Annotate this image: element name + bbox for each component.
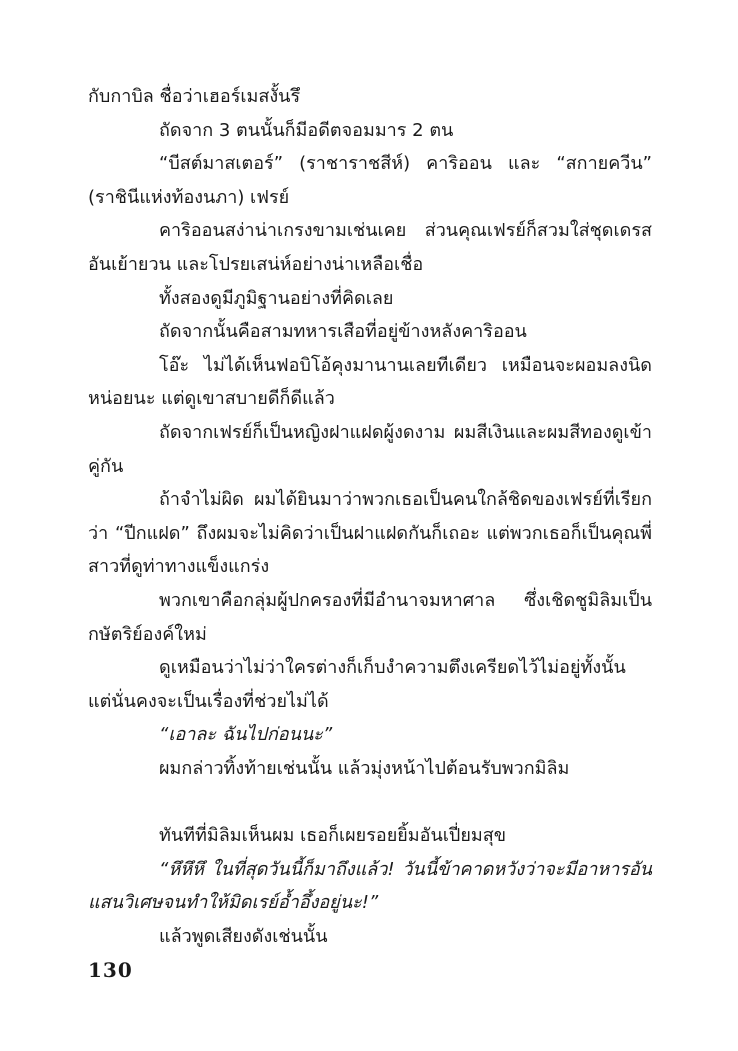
paragraph-8: ถัดจากเฟรย์ก็เป็นหญิงฝาแฝดผู้งดงาม ผมสีเงินและผมสีทองดูเข้าคู่กัน (88, 421, 652, 477)
dialogue-1: “เอาละ ฉันไปก่อนนะ” (159, 724, 333, 746)
page-number: 130 (88, 958, 133, 982)
paragraph-13: ทันทีที่มิลิมเห็นผม เธอก็เผยรอยยิ้มอันเปี่ยมสุข (159, 825, 507, 847)
paragraph-9: ถ้าจำไม่ผิด ผมได้ยินมาว่าพวกเธอเป็นคนใกล้ชิดของเฟรย์ที่เรียกว่า “ปีกแฝด” ถึงผมจะไม่คิดว่าเป็นฝาแฝดกันก็เถอะ แต่พวกเธอก็เป็นคุณพี่สาวที่ดูท่าทางแข็งแกร่ง (88, 489, 652, 578)
paragraph-11: ดูเหมือนว่าไม่ว่าใครต่างก็เก็บงำความตึงเครียดไว้ไม่อยู่ทั้งนั้น แต่นั่นคงจะเป็นเรื่องที่ช่วยไม่ได้ (88, 657, 626, 712)
paragraph-7: โอ๊ะ ไม่ได้เห็นฟอบิโอ้คุงมานานเลยทีเดียว เหมือนจะผอมลงนิดหน่อยนะ แต่ดูเขาสบายดีก็ดีแล้ว (88, 354, 652, 410)
paragraph-5: ทั้งสองดูมีภูมิฐานอย่างที่คิดเลย (159, 287, 394, 309)
paragraph-3: “บีสต์มาสเตอร์” (ราชาราชสีห์) คาริออน และ “สกายควีน” (ราชินีแห่งท้องนภา) เฟรย์ (88, 153, 652, 208)
paragraph-14: แล้วพูดเสียงดังเช่นนั้น (159, 925, 328, 947)
paragraph-10: พวกเขาคือกลุ่มผู้ปกครองที่มีอำนาจมหาศาล ซึ่งเชิดชูมิลิมเป็นกษัตริย์องค์ใหม่ (88, 589, 652, 645)
dialogue-2: “หึหึหึ ในที่สุดวันนี้ก็มาถึงแล้ว! วันนี้ข้าคาดหวังว่าจะมีอาหารอันแสนวิเศษจนทำให้มิดเรย์อ้ำอึ้งอยู่นะ!” (88, 858, 652, 914)
paragraph-6: ถัดจากนั้นคือสามทหารเสือที่อยู่ข้างหลังคาริออน (159, 321, 527, 343)
paragraph-4: คาริออนสง่าน่าเกรงขามเช่นเคย ส่วนคุณเฟรย์ก็สวมใส่ชุดเดรสอันเย้ายวน และโปรยเสน่ห์อย่างน่าเหลือเชื่อ (88, 220, 652, 275)
section-break (88, 785, 652, 819)
paragraph-12: ผมกล่าวทิ้งท้ายเช่นนั้น แล้วมุ่งหน้าไปต้อนรับพวกมิลิม (159, 757, 570, 779)
paragraph-2: ถัดจาก 3 ตนนั้นก็มีอดีตจอมมาร 2 ตน (159, 119, 454, 141)
body-text (88, 80, 652, 953)
paragraph-1: กับกาบิล ชื่อว่าเฮอร์เมสงั้นรึ (88, 86, 301, 107)
